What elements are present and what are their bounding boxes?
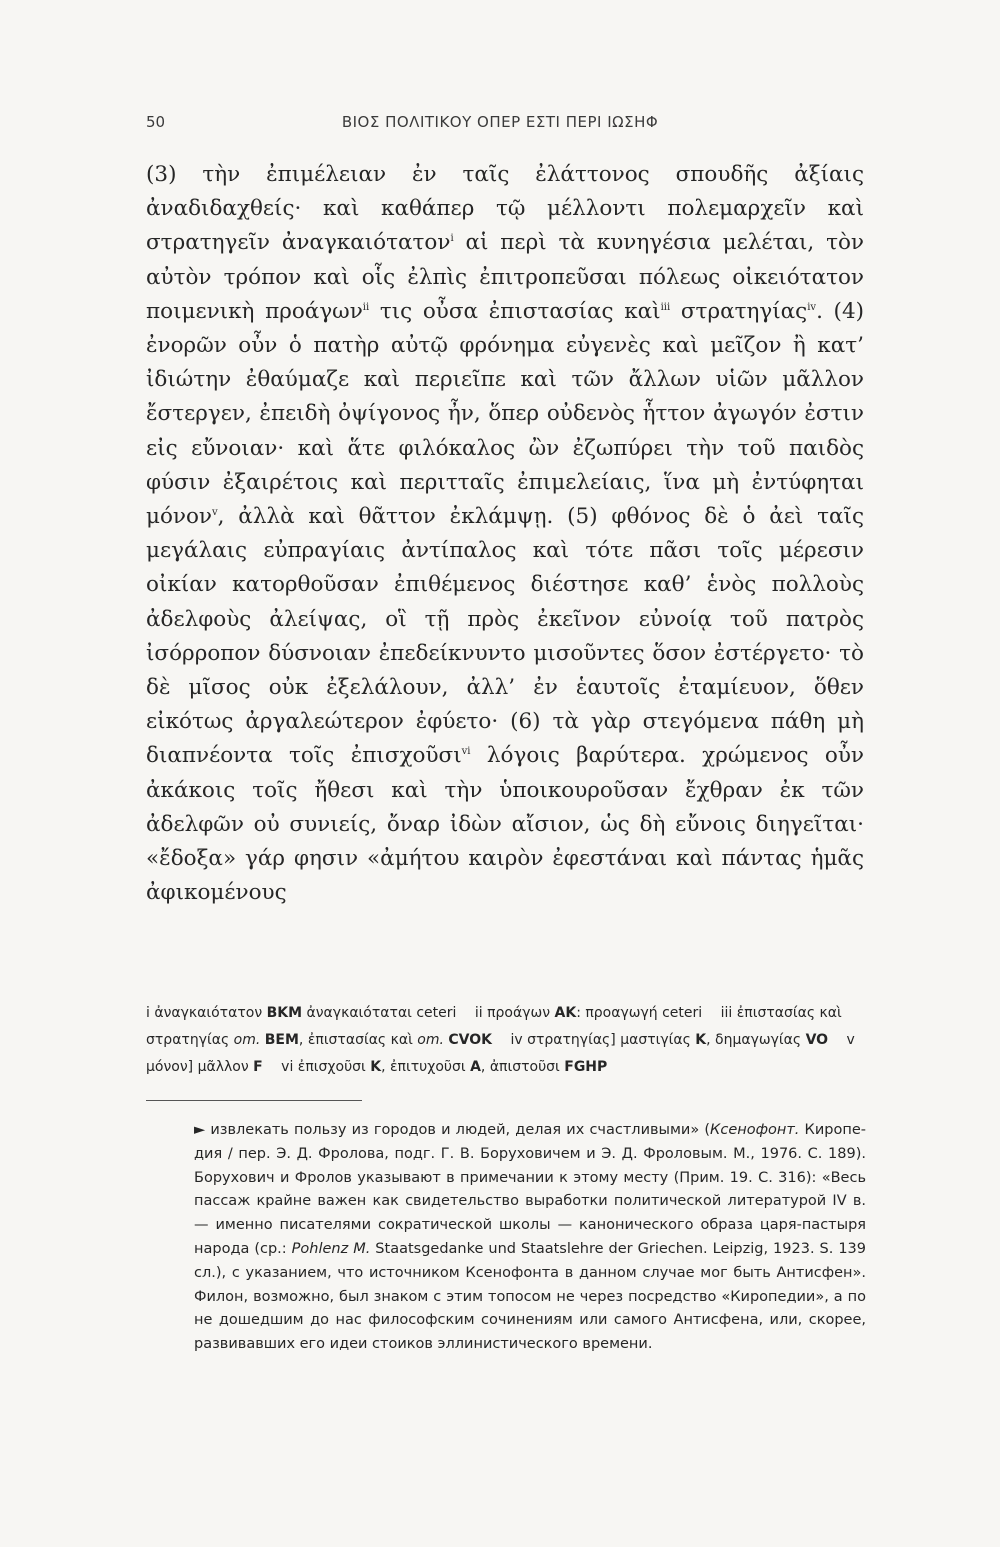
apparatus-entry — [510, 1032, 828, 1048]
apparatus-text: στρατηγίας] μαστιγίας — [522, 1032, 696, 1048]
manuscript-sigla: F — [253, 1059, 263, 1075]
text-segment: . (4) ἐνορῶν οὖν ὁ πατὴρ αὐτῷ φρόνημα εὐγενὲς καὶ μεῖζον ἢ κατ’ ἰδιώτην ἐθαύμαζε καὶ περιεῖπε καὶ τῶν ἄλλων υἱῶν μᾶλλον ἔστεργεν, ἐπειδὴ ὀψίγονος ἦν, ὅπερ οὐδενὸς ἧττον ἀγωγόν ἐστιν εἰς εὔνοιαν· καὶ ἅτε φιλόκαλος ὢν ἐζωπύρει τὴν τοῦ παιδὸς φύσιν ἐξαιρέτοις καὶ περιτταῖς ἐπιμελείαις, ἵνα μὴ ἐντύφηται μόνον — [146, 298, 865, 530]
manuscript-sigla: FGHP — [564, 1059, 608, 1075]
main-text — [146, 158, 864, 910]
apparatus-marker: iv — [807, 301, 817, 313]
apparatus-text: προάγων — [482, 1005, 555, 1021]
apparatus-entry — [146, 1005, 456, 1021]
manuscript-sigla: BEM — [264, 1032, 299, 1048]
footnote-text: извлекать пользу из городов и людей, делая их счастливыми» ( — [205, 1122, 711, 1138]
text-segment: αἱ περὶ τὰ κυνηγέσια μελέται, τὸν αὐτὸν τρόπον καὶ οἷς ἐλπὶς ἐπιτροπεῦσαι πόλεως οἰκειότατον ποιμενικὴ προάγων — [146, 230, 864, 324]
footnote-text: Киропедия / пер. Э. Д. Фролова, подг. Г. В. Боруховичем и Э. Д. Фроловым. М., 1976. С. 189). Борухович и Фролов указывают в примечании к этому месту (Прим. 19. С. 316): «Весь пассаж крайне важен как свидетельство выработки политической литературой IV в. — именно писателями сократической школы — канонического образа царя-пастыря народа (ср.: — [194, 1122, 866, 1257]
manuscript-sigla: A — [470, 1059, 481, 1075]
author-name: Pohlenz M. — [291, 1240, 371, 1257]
manuscript-sigla: K — [370, 1059, 382, 1075]
apparatus-text: , ἐπιτυχοῦσι — [381, 1059, 471, 1075]
omission-mark: om. — [233, 1032, 261, 1048]
page-number: 50 — [146, 113, 166, 131]
apparatus-text: , δημαγωγίας — [706, 1032, 806, 1048]
apparatus-number: iv — [510, 1032, 523, 1048]
apparatus-number: iii — [720, 1005, 733, 1021]
text-segment: λόγοις βαρύτερα. χρώμενος οὖν ἀκάκοις τοῖς ἤθεσι καὶ τὴν ὑποικουροῦσαν ἔχθραν ἐκ τῶν ἀδελφῶν οὐ συνιείς, ὄναρ ἰδὼν αἴσιον, ὡς δὴ εὔνοις διηγεῖται· «ἔδοξα» γάρ φησιν «ἀμήτου καιρὸν ἐφεστάναι καὶ πάντας ἡμᾶς ἀφικομένους — [146, 743, 864, 906]
critical-apparatus — [146, 1000, 866, 1081]
text-segment: (3) τὴν ἐπιμέλειαν ἐν ταῖς ἐλάττονος σπουδῆς ἀξίαις ἀναδιδαχθείς· καὶ καθάπερ τῷ μέλλοντι πολεμαρχεῖν καὶ στρατηγεῖν ἀναγκαιότατον — [146, 162, 864, 256]
apparatus-marker: v — [212, 507, 218, 519]
text-segment: , ἀλλὰ καὶ θᾶττον ἐκλάμψῃ. (5) φθόνος δὲ ὁ ἀεὶ ταῖς μεγάλαις εὐπραγίαις ἀντίπαλος καὶ τότε πᾶσι τοῖς μέρεσιν οἰκίαν κατορθοῦσαν ἐπιθέμενος διέστησε καθ’ ἑνὸς πολλοὺς ἀδελφοὺς ἀλείψας, οἳ τῇ πρὸς ἐκεῖνον εὐνοίᾳ τοῦ πατρὸς ἰσόρροπον δύσνοιαν ἐπεδείκνυντο μισοῦντες ὅσον ἐστέργετο· τὸ δὲ μῖσος οὐκ ἐξελάλουν, ἀλλ’ ἐν ἑαυτοῖς ἐταμίευον, ὅθεν εἰκότως ἀργαλεώτερον ἐφύετο· (6) τὰ γὰρ στεγόμενα πάθη μὴ διαπνέοντα τοῖς ἐπισχοῦσι — [146, 504, 864, 769]
text-segment: τις οὖσα ἐπιστασίας καὶ — [369, 298, 661, 324]
apparatus-marker: iii — [660, 301, 671, 313]
footnote-text: Staatsgedanke und Staatslehre der Griechen. Leipzig, 1923. S. 139 сл.), с указанием, что источником Ксенофонта в данном случае мог быть Антисфен». Филон, возможно, был знаком с этим топосом не через посредство «Киропедии», а по не дошедшим до нас философским сочинениям или самого Антисфена, или, скорее, развивавших его идеи стоиков эллинистического времени. — [194, 1240, 866, 1353]
apparatus-number: ii — [474, 1005, 483, 1021]
running-head: ΒΙΟΣ ΠΟΛΙΤΙΚΟΥ ΟΠΕΡ ΕΣΤΙ ΠΕΡΙ ΙΩΣΗΦ — [341, 113, 659, 131]
manuscript-sigla: BKM — [266, 1005, 303, 1021]
manuscript-sigla: VO — [805, 1032, 829, 1048]
apparatus-text: , ἀπιστοῦσι — [480, 1059, 565, 1075]
author-name: Ксенофонт. — [710, 1122, 800, 1138]
apparatus-number: v — [846, 1032, 855, 1048]
main-paragraph — [146, 158, 864, 910]
manuscript-sigla: CVOK — [448, 1032, 492, 1048]
manuscript-sigla: K — [695, 1032, 707, 1048]
apparatus-marker: i — [450, 233, 454, 245]
manuscript-sigla: AK — [554, 1005, 577, 1021]
apparatus-entry — [281, 1059, 607, 1075]
apparatus-number: vi — [281, 1059, 294, 1075]
continuation-arrow-icon: ► — [194, 1122, 206, 1138]
omission-mark: om. — [417, 1032, 444, 1048]
footnote — [194, 1119, 866, 1357]
apparatus-text: : προαγωγή ceteri — [576, 1005, 703, 1021]
apparatus-marker: vi — [461, 746, 471, 758]
apparatus-text: ἀναγκαιότατον — [149, 1005, 267, 1021]
apparatus-text: ἀναγκαιόταται ceteri — [302, 1005, 457, 1021]
apparatus-text: , ἐπιστασίας καὶ — [298, 1032, 418, 1048]
apparatus-entry — [475, 1005, 702, 1021]
text-segment: στρατηγίας — [670, 298, 808, 324]
footnote-divider — [146, 1100, 362, 1101]
apparatus-text: μόνον] μᾶλλον — [146, 1059, 254, 1075]
apparatus-marker: ii — [362, 301, 370, 313]
apparatus-text: ἐπιστασίας καὶ στρατηγίας — [146, 1005, 842, 1048]
apparatus-text: ἐπισχοῦσι — [293, 1059, 371, 1075]
apparatus-number: i — [146, 1005, 150, 1021]
